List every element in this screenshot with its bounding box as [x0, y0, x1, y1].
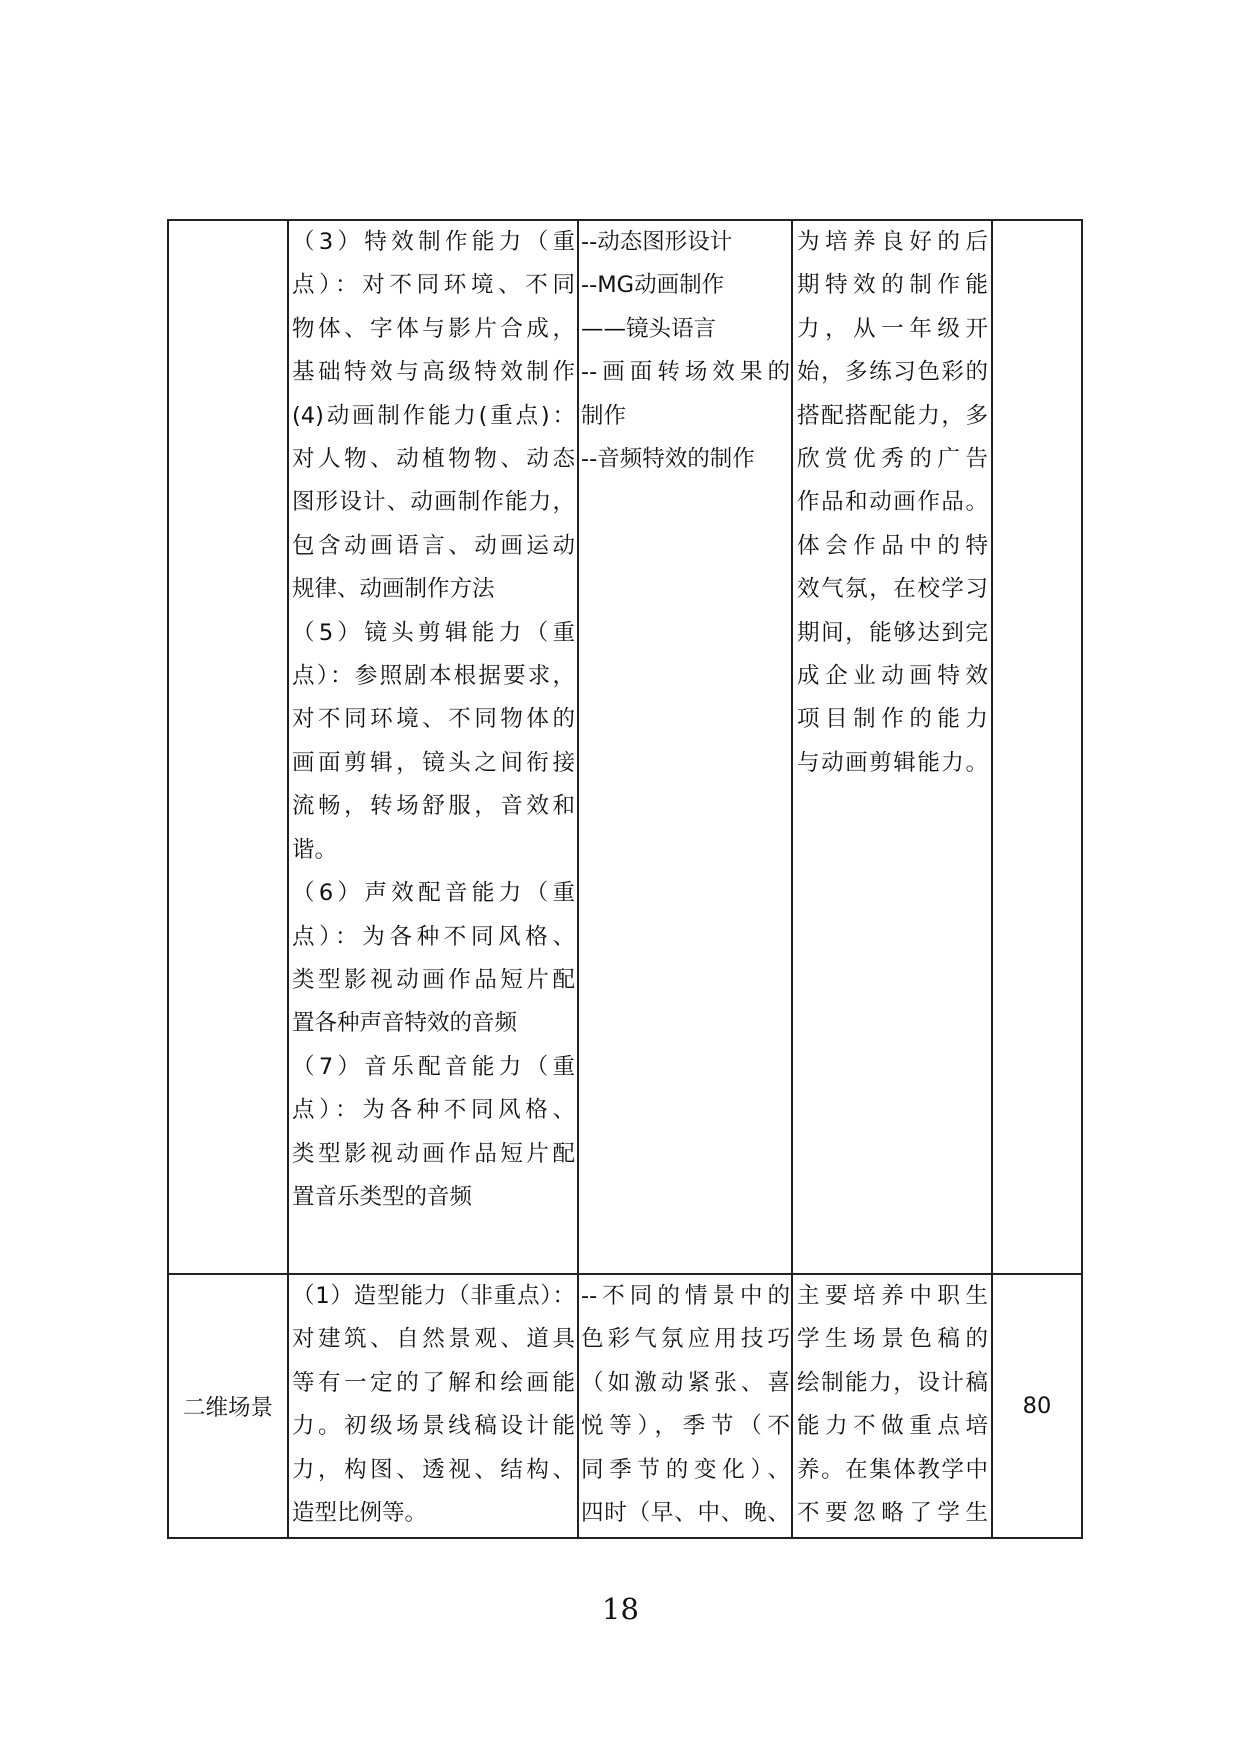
- text-line: --不同的情景中的: [581, 1283, 790, 1309]
- curriculum-table: [167, 219, 1083, 1539]
- text-line: 点）：为各种不同风格、: [292, 1097, 575, 1124]
- text-line: 不要忽略了学生: [797, 1500, 988, 1527]
- text-line: 主要培养中职生: [797, 1283, 988, 1309]
- text-line: 四时（早、中、晚、: [581, 1500, 790, 1527]
- text-line: 养。在集体教学中: [797, 1456, 988, 1483]
- text-line: 力，从一年级开: [797, 315, 988, 342]
- text-line: 等有一定的了解和绘画能: [292, 1369, 575, 1396]
- text-line: --动态图形设计: [581, 229, 733, 255]
- text-line: 点）：对不同环境、不同: [292, 272, 575, 299]
- text-line: 欣赏优秀的广告: [797, 446, 988, 473]
- text-line: 置音乐类型的音频: [292, 1183, 473, 1210]
- text-line: （5）镜头剪辑能力（重: [292, 619, 575, 646]
- text-line: 谐。: [292, 836, 338, 863]
- text-line: 悦等），季节（不: [581, 1413, 790, 1440]
- text-line: 力。初级场景线稿设计能: [292, 1413, 575, 1440]
- text-line: 点）：为各种不同风格、: [292, 923, 575, 950]
- category-cell: [168, 220, 288, 1274]
- text-line: 对人物、动植物物、动态: [292, 446, 575, 473]
- hours-cell: [992, 220, 1082, 1274]
- text-line: ——镜头语言: [581, 315, 717, 342]
- text-line: （1）造型能力（非重点）：: [292, 1283, 575, 1309]
- abilities-cell: [288, 1274, 578, 1538]
- text-line: （7）音乐配音能力（重: [292, 1053, 575, 1080]
- text-line: 效气氛，在校学习: [797, 576, 988, 603]
- text-line: 体会作品中的特: [797, 532, 988, 559]
- text-line: 置各种声音特效的音频: [292, 1010, 518, 1037]
- text-line: 学生场景色稿的: [797, 1326, 988, 1353]
- text-line: --音频特效的制作: [581, 446, 755, 473]
- text-line: --画面转场效果的: [581, 359, 790, 386]
- text-line: 期间，能够达到完: [797, 619, 988, 646]
- text-line: 流畅，转场舒服，音效和: [292, 793, 575, 820]
- table-row: [168, 220, 1082, 1274]
- text-line: 项目制作的能力: [797, 706, 988, 733]
- text-line: 对建筑、自然景观、道具: [292, 1326, 575, 1353]
- text-line: （6）声效配音能力（重: [292, 880, 575, 907]
- table-row: [168, 1274, 1082, 1538]
- text-line: 类型影视动画作品短片配: [292, 966, 575, 993]
- text-line: 基础特效与高级特效制作: [292, 359, 575, 386]
- text-line: 色彩气氛应用技巧: [581, 1326, 790, 1353]
- text-line: 画面剪辑，镜头之间衔接: [292, 749, 575, 776]
- page-number: 18: [602, 1592, 639, 1626]
- text-line: 物体、字体与影片合成，: [292, 315, 575, 342]
- text-line: (4)动画制作能力(重点)：: [292, 402, 575, 429]
- text-line: （3）特效制作能力（重: [292, 229, 575, 255]
- hours-cell: 80: [992, 1274, 1082, 1538]
- text-line: 图形设计、动画制作能力，: [292, 489, 575, 516]
- text-line: 点）：参照剧本根据要求，: [292, 663, 575, 690]
- text-line: 与动画剪辑能力。: [797, 749, 988, 776]
- requirements-cell: [792, 220, 992, 1274]
- text-line: 对不同环境、不同物体的: [292, 706, 575, 733]
- text-line: 类型影视动画作品短片配: [292, 1140, 575, 1167]
- content-cell: [578, 220, 792, 1274]
- text-line: 力，构图、透视、结构、: [292, 1456, 575, 1483]
- text-line: 成企业动画特效: [797, 663, 988, 690]
- category-cell: 二维场景: [168, 1274, 288, 1538]
- text-line: --MG动画制作: [581, 272, 725, 299]
- text-line: 包含动画语言、动画运动: [292, 532, 575, 559]
- text-line: 规律、动画制作方法: [292, 576, 495, 603]
- abilities-cell: [288, 220, 578, 1274]
- text-line: 为培养良好的后: [797, 229, 988, 255]
- content-cell: [578, 1274, 792, 1538]
- text-line: 制作: [581, 402, 627, 429]
- text-line: 始，多练习色彩的: [797, 359, 988, 386]
- text-line: 作品和动画作品。: [797, 489, 988, 516]
- text-line: 绘制能力，设计稿: [797, 1369, 988, 1396]
- text-line: 期特效的制作能: [797, 272, 988, 299]
- text-line: 同季节的变化）、: [581, 1456, 790, 1483]
- text-line: 能力不做重点培: [797, 1413, 988, 1440]
- requirements-cell: [792, 1274, 992, 1538]
- text-line: （如激动紧张、喜: [581, 1369, 790, 1396]
- text-line: 搭配搭配能力，多: [797, 402, 988, 429]
- text-line: 造型比例等。: [292, 1500, 428, 1527]
